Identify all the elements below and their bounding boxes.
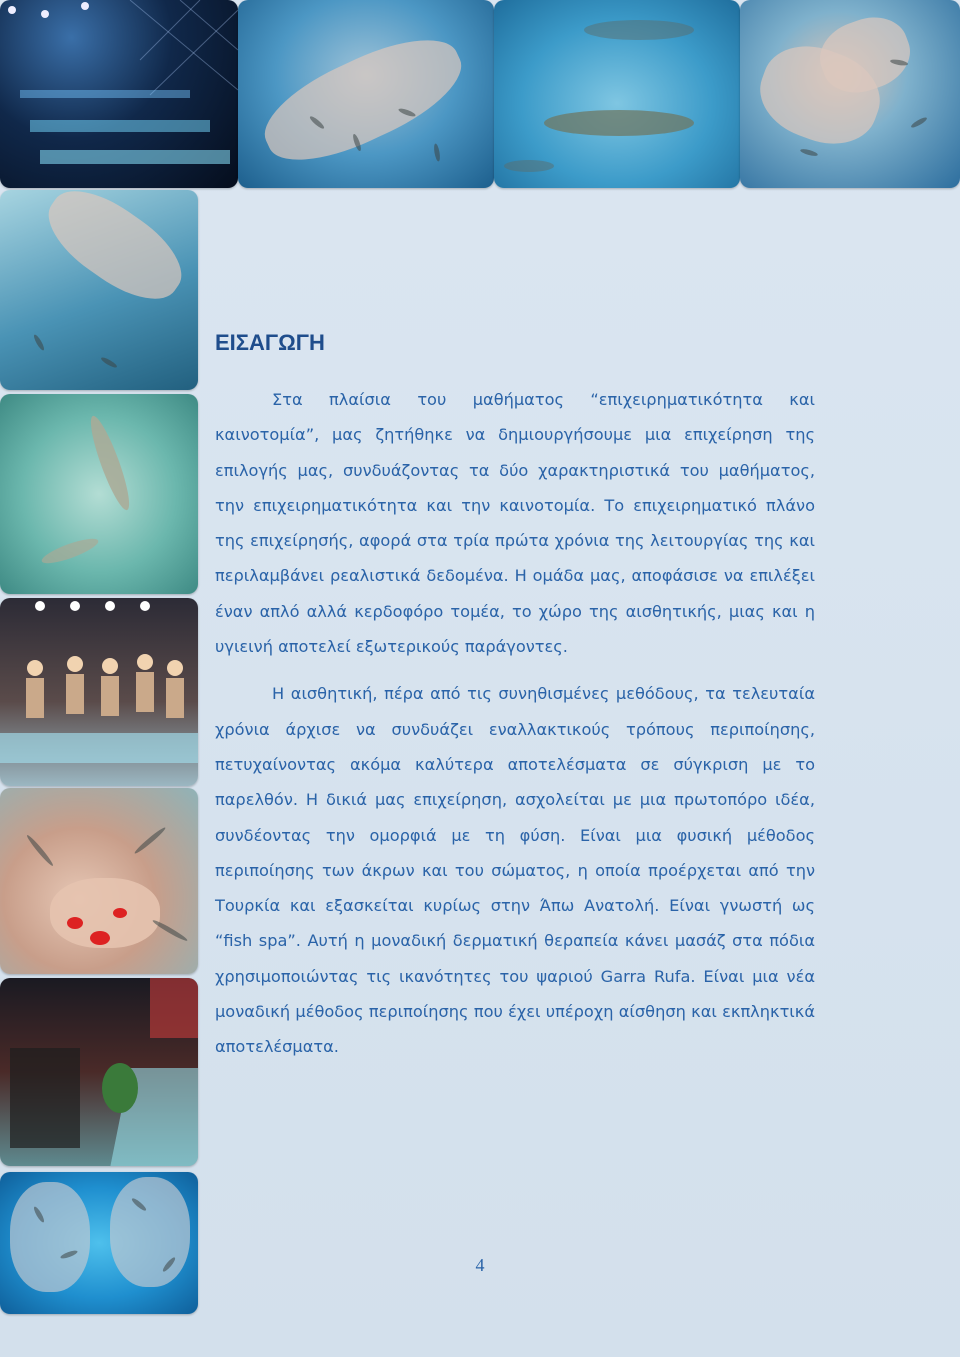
feet-covered-with-fish-photo (0, 1172, 198, 1314)
page-number: 4 (475, 1255, 485, 1275)
lounge-graphic (0, 978, 198, 1166)
toes-with-fish-photo (0, 788, 198, 974)
hand-in-water-photo (238, 0, 494, 188)
spa-lounge-photo (0, 978, 198, 1166)
garra-rufa-fish-photo (494, 0, 740, 188)
intro-paragraph-1: Στα πλαίσια του μαθήματος “επιχειρηματικότητα και καινοτομία”, μας ζητήθηκε να δημιουργήσουμε μια επιχείρηση της επιλογής μας, συνδυάζοντας τα δύο χαρακτηριστικά του μαθήματος, την επιχειρηματικότητα και την καινοτομία. Το επιχειρηματικό πλάνο της επιχείρησής, αφορά στα τρία πρώτα χρόνια της λειτουργίας της και περιλαμβάνει ρεαλιστικά δεδομένα. Η ομάδα μας, αποφάσισε να επιλέξει έναν απλό αλλά κερδοφόρο τομέα, το χώρο της αισθητικής, μιας και η υγιεινή αποτελεί εξωτερικούς παράγοντες. (215, 390, 815, 657)
people-graphic (0, 598, 198, 786)
intro-paragraph-2: Η αισθητική, πέρα από τις συνηθισμένες μεθόδους, τα τελευταία χρόνια άρχισε να συνδυάζει εναλλακτικούς τρόπους περιποίησης, πετυχαίνοντας ακόμα καλύτερα αποτελέσματα σε σύγκριση με το παρελθόν. Η δικιά μας επιχείρηση, ασχολείται με μια πρωτοπόρο ιδέα, συνδέοντας την ομορφιά με τη φύση. Είναι μια φυσική μέθοδος περιποίησης των άκρων και του σώματος, η οποία προέρχεται από την Τουρκία και εξασκείται κυρίως στην Άπω Ανατολή. Είναι γνωστή ως “fish spa”. Αυτή η μοναδική δερματική θεραπεία κάνει μασάζ στα πόδια χρησιμοποιώντας τις ικανότητες του ψαριού Garra Rufa. Είναι μια νέα μοναδική μέθοδος περιποίησης που έχει υπέροχη αίσθηση και εκπληκτικά αποτελέσματα. (215, 684, 815, 1057)
section-heading: ΕΙΣΑΓΩΓΗ (215, 330, 325, 355)
toenails-graphic (0, 788, 198, 974)
feet-in-tank-photo (0, 190, 198, 390)
customers-at-fish-spa-photo (0, 598, 198, 786)
fish-spa-salon-photo (0, 0, 238, 188)
palms-with-fish-photo (740, 0, 960, 188)
main-content (215, 330, 815, 1077)
single-fish-photo (0, 394, 198, 594)
salon-lights-graphic (0, 0, 238, 188)
